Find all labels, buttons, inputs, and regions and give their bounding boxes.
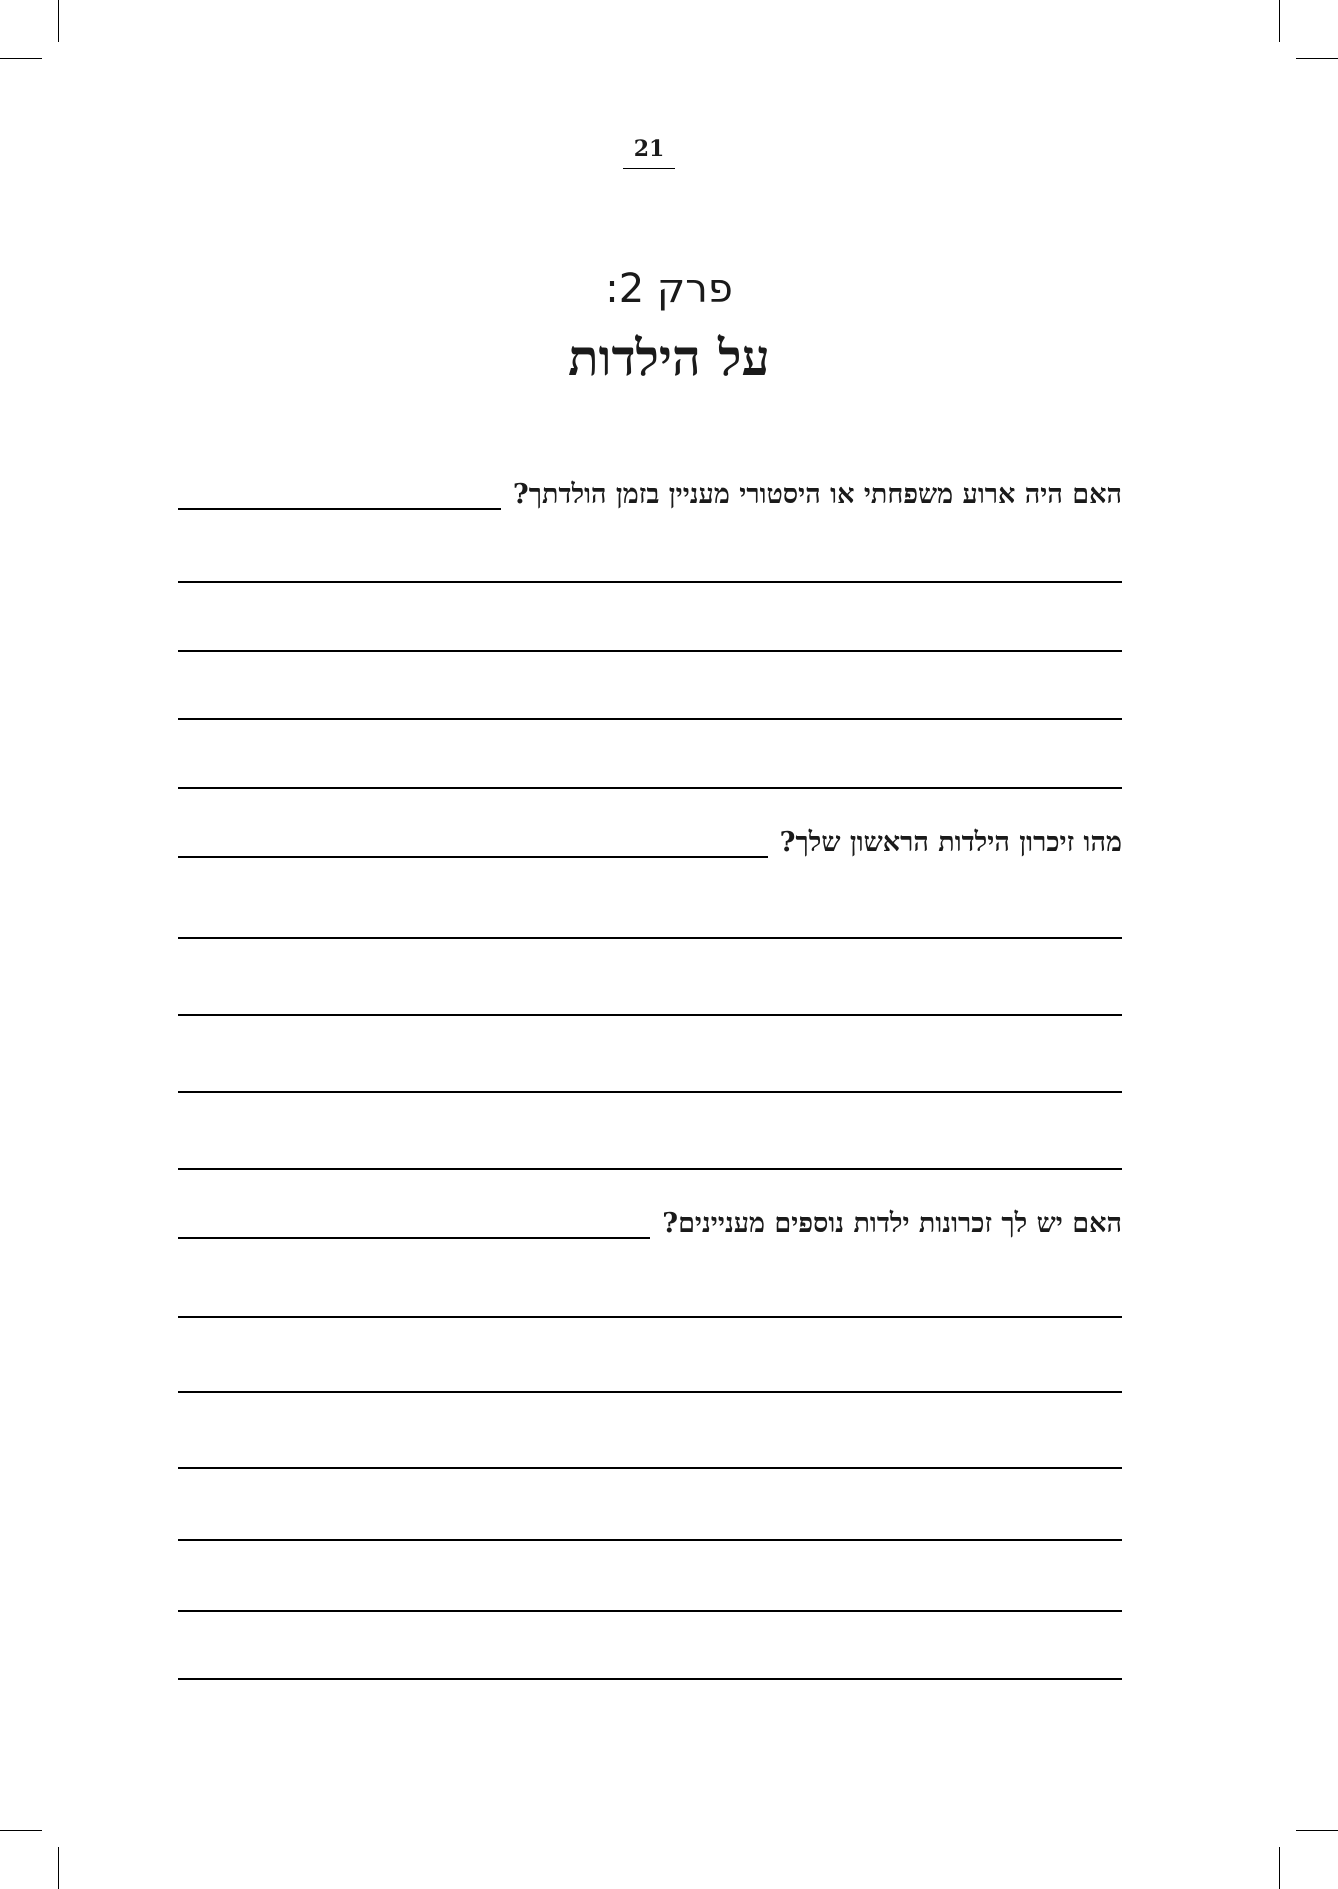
answer-line[interactable] (178, 1678, 1122, 1680)
crop-mark (0, 58, 42, 59)
chapter-title: על הילדות (568, 328, 770, 387)
crop-mark (1296, 58, 1338, 59)
answer-line[interactable] (178, 787, 1122, 789)
answer-line[interactable] (178, 581, 1122, 583)
question-text: האם יש לך זכרונות ילדות נוספים מעניינים? (662, 1208, 1122, 1239)
question-blank[interactable] (178, 855, 768, 858)
question-1 (178, 478, 1122, 512)
question-2 (178, 826, 1122, 860)
question-3 (178, 1207, 1122, 1241)
crop-mark (1296, 1830, 1338, 1831)
answer-line[interactable] (178, 1316, 1122, 1318)
answer-line[interactable] (178, 1467, 1122, 1469)
question-text: האם היה ארוע משפחתי או היסטורי מעניין בזמן הולדתך? (512, 479, 1122, 510)
answer-line[interactable] (178, 937, 1122, 939)
answer-line[interactable] (178, 1091, 1122, 1093)
answer-line[interactable] (178, 1168, 1122, 1170)
page-number: 21 (633, 136, 665, 162)
crop-mark (1279, 1847, 1280, 1889)
crop-mark (1279, 0, 1280, 42)
chapter-label: פרק 2: (605, 266, 733, 312)
answer-line[interactable] (178, 1014, 1122, 1016)
answer-line[interactable] (178, 1539, 1122, 1541)
question-blank[interactable] (178, 507, 501, 510)
answer-line[interactable] (178, 1391, 1122, 1393)
crop-mark (0, 1830, 42, 1831)
question-blank[interactable] (178, 1236, 650, 1239)
answer-line[interactable] (178, 1610, 1122, 1612)
answer-line[interactable] (178, 650, 1122, 652)
crop-mark (58, 1847, 59, 1889)
answer-line[interactable] (178, 718, 1122, 720)
crop-mark (58, 0, 59, 42)
page-number-rule (623, 168, 675, 169)
question-text: מהו זיכרון הילדות הראשון שלך? (779, 827, 1122, 858)
